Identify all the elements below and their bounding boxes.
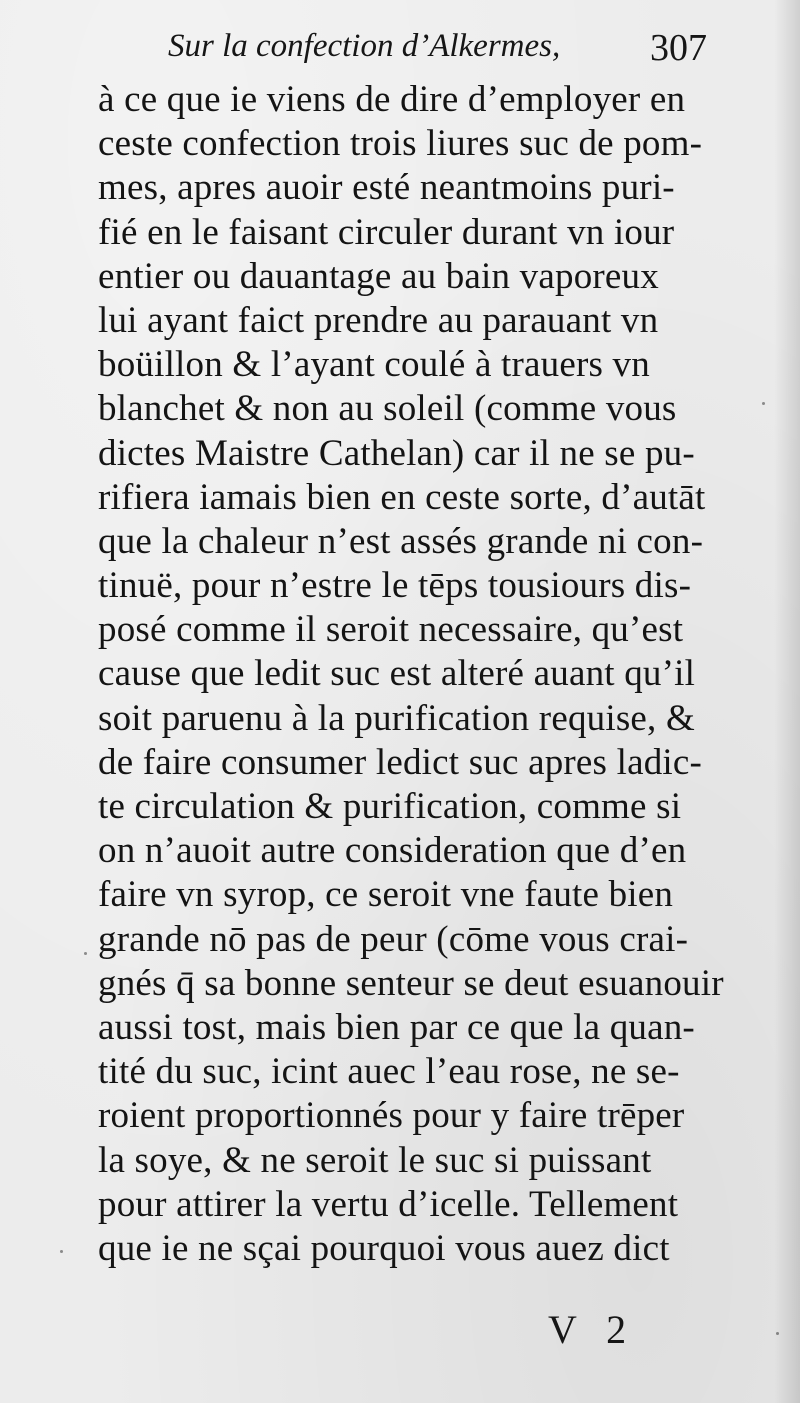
text-line: tinuë, pour n’estre le tēps tousiours dis- — [98, 565, 692, 607]
text-line: roient proportionnés pour y faire trēper — [98, 1095, 685, 1137]
text-line: faire vn syrop, ce seroit vne faute bien — [98, 874, 674, 916]
text-line: à ce que ie viens de dire d’employer en — [98, 79, 686, 120]
text-line: dictes Maistre Cathelan) car il ne se pu- — [98, 432, 695, 474]
ink-speck — [762, 402, 765, 405]
text-line: mes, apres auoir esté neantmoins puri- — [98, 167, 675, 209]
text-line: rifiera iamais bien en ceste sorte, d’autāt — [98, 476, 706, 518]
page-number: 307 — [650, 27, 707, 69]
text-line: posé comme il seroit necessaire, qu’est — [98, 609, 684, 651]
running-head: Sur la confection d’Alkermes, — [168, 28, 561, 64]
signature-mark: V 2 — [548, 1307, 637, 1352]
text-line: te circulation & purification, comme si — [98, 786, 682, 827]
text-line: la soye, & ne seroit le suc si puissant — [98, 1139, 652, 1181]
ink-speck — [776, 1332, 779, 1335]
text-line: cause que ledit suc est alteré auant qu’il — [98, 653, 696, 695]
ink-speck — [84, 952, 87, 955]
text-line: lui ayant faict prendre au parauant vn — [98, 299, 659, 341]
text-line: grande nō pas de peur (cōme vous crai- — [98, 918, 689, 960]
body-text — [98, 78, 738, 1271]
page-edge-shadow — [774, 0, 800, 1403]
text-line: aussi tost, mais bien par ce que la quan- — [98, 1006, 695, 1048]
text-line: boüillon & l’ayant coulé à trauers vn — [98, 344, 650, 386]
text-line: entier ou dauantage au bain vaporeux — [98, 255, 659, 297]
text-line: gnés q̄ sa bonne senteur se deut esuanouir — [98, 962, 724, 1004]
text-line: on n’auoit autre consideration que d’en — [98, 830, 687, 872]
text-line: que la chaleur n’est assés grande ni con- — [98, 520, 704, 562]
text-line: blanchet & non au soleil (comme vous — [98, 388, 677, 430]
text-line: ceste confection trois liures suc de pom- — [98, 123, 703, 165]
text-line: que ie ne sçai pourquoi vous auez dict — [98, 1227, 670, 1269]
text-line: soit paruenu à la purification requise, & — [98, 697, 695, 739]
text-line: de faire consumer ledict suc apres ladic- — [98, 741, 703, 783]
text-line: fié en le faisant circuler durant vn iour — [98, 211, 675, 253]
ink-speck — [60, 1250, 63, 1253]
text-line: pour attirer la vertu d’icelle. Tellement — [98, 1183, 679, 1225]
text-line: tité du suc, icint auec l’eau rose, ne se- — [98, 1051, 680, 1093]
